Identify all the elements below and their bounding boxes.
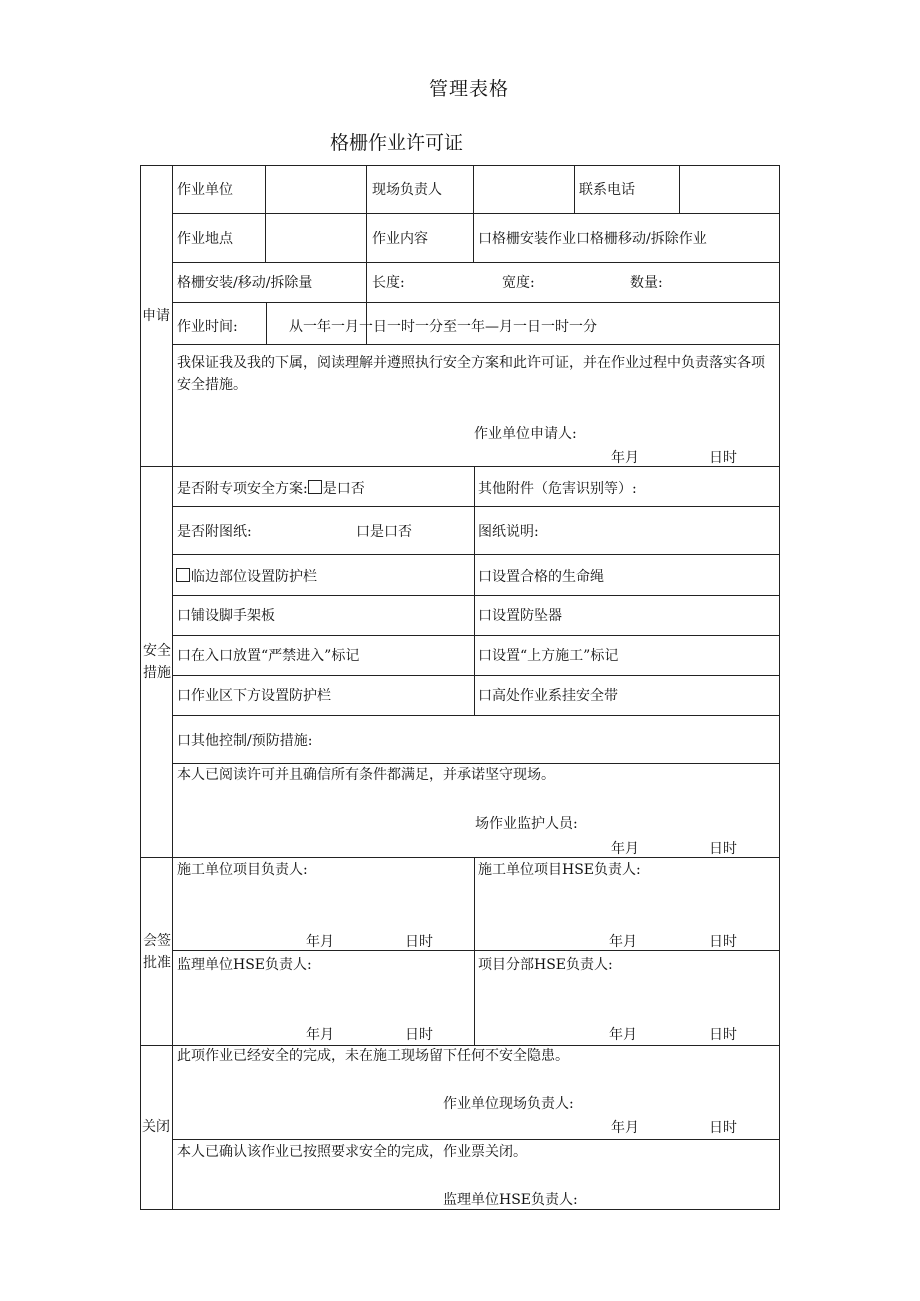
checkbox-icon[interactable] bbox=[308, 480, 322, 494]
section-divider bbox=[140, 1045, 780, 1046]
edge-guard-label: 临边部位设置防护栏 bbox=[191, 569, 317, 585]
frame-top bbox=[140, 165, 780, 166]
row-line bbox=[172, 1139, 780, 1140]
branch-hse-label: 项目分部HSE负责人: bbox=[478, 957, 613, 973]
no-entry-sign-item[interactable]: 口在入口放置“严禁进入”标记 bbox=[177, 648, 360, 664]
col-line bbox=[473, 165, 474, 263]
row-line bbox=[172, 262, 780, 263]
date-hour: 日时 bbox=[709, 1027, 737, 1043]
scaffold-item[interactable]: 口铺设脚手架板 bbox=[177, 608, 275, 624]
work-content-label: 作业内容 bbox=[372, 231, 428, 247]
col-line bbox=[474, 466, 475, 716]
col-line bbox=[266, 302, 267, 344]
monitor-confirmation: 本人已阅读许可并且确信所有条件都满足，并承诺坚守现场。 bbox=[177, 767, 555, 783]
col-line bbox=[574, 165, 575, 214]
row-line bbox=[172, 675, 780, 676]
col-line bbox=[265, 165, 266, 263]
site-manager-label: 现场负责人 bbox=[372, 182, 442, 198]
row-line bbox=[172, 213, 780, 214]
row-line bbox=[172, 950, 780, 951]
phone-label: 联系电话 bbox=[579, 182, 635, 198]
below-guardrail-item[interactable]: 口作业区下方设置防护栏 bbox=[177, 688, 331, 704]
lifeline-item[interactable]: 口设置合格的生命绳 bbox=[478, 569, 604, 585]
row-line bbox=[172, 715, 780, 716]
row-line bbox=[172, 344, 780, 345]
drawing-options[interactable]: 口是口否 bbox=[356, 524, 412, 540]
fall-arrester-item[interactable]: 口设置防坠器 bbox=[478, 608, 562, 624]
row-line bbox=[172, 302, 780, 303]
quantity-label: 格栅安装/移动/拆除量 bbox=[177, 275, 313, 291]
date-month: 年月 bbox=[306, 934, 334, 950]
section-column-divider bbox=[172, 165, 173, 1210]
work-time-label: 作业时间: bbox=[177, 319, 238, 335]
col-line bbox=[474, 857, 475, 1045]
date-hour: 日时 bbox=[405, 934, 433, 950]
applicant-signature-label: 作业单位申请人: bbox=[474, 426, 577, 442]
row-line bbox=[172, 763, 780, 764]
work-unit-label: 作业单位 bbox=[177, 182, 233, 198]
site-manager-signature-label: 作业单位现场负责人: bbox=[443, 1096, 574, 1112]
safety-plan-question bbox=[177, 480, 365, 498]
section-label-signoff: 会签批准 bbox=[143, 933, 171, 971]
contractor-hse-label: 施工单位项目HSE负责人: bbox=[478, 862, 641, 878]
drawing-question: 是否附图纸: bbox=[177, 524, 252, 540]
work-location-label: 作业地点 bbox=[177, 231, 233, 247]
supervisor-hse-signature-label: 监理单位HSE负责人: bbox=[443, 1192, 578, 1208]
section-divider bbox=[140, 857, 780, 858]
monitor-signature-label: 场作业监护人员: bbox=[475, 816, 578, 832]
drawing-description-label: 图纸说明: bbox=[478, 524, 539, 540]
contractor-pm-label: 施工单位项目负责人: bbox=[177, 862, 308, 878]
date-month: 年月 bbox=[609, 1027, 637, 1043]
frame-right bbox=[779, 165, 780, 1210]
other-controls-item[interactable]: 口其他控制/预防措施: bbox=[177, 733, 313, 749]
width-label: 宽度: bbox=[502, 275, 535, 291]
section-label-close: 关闭 bbox=[142, 1119, 170, 1135]
date-month: 年月 bbox=[611, 1120, 639, 1136]
row-line bbox=[172, 506, 780, 507]
date-month: 年月 bbox=[306, 1027, 334, 1043]
work-content-options[interactable]: 口格栅安装作业口格栅移动/拆除作业 bbox=[478, 231, 707, 247]
date-month: 年月 bbox=[611, 450, 639, 466]
date-hour: 日时 bbox=[405, 1027, 433, 1043]
row-line bbox=[172, 635, 780, 636]
date-hour: 日时 bbox=[709, 934, 737, 950]
checkbox-icon[interactable] bbox=[176, 568, 190, 582]
section-divider bbox=[140, 466, 780, 467]
form-title: 格栅作业许可证 bbox=[330, 132, 464, 154]
date-hour: 日时 bbox=[709, 450, 737, 466]
closure-confirmation: 本人已确认该作业已按照要求安全的完成，作业票关闭。 bbox=[177, 1144, 527, 1160]
length-label: 长度: bbox=[372, 275, 405, 291]
supervisor-hse-label: 监理单位HSE负责人: bbox=[177, 957, 312, 973]
date-hour: 日时 bbox=[709, 1120, 737, 1136]
work-time-value: 从一年一月一日一时一分至一年—月一日一时一分 bbox=[289, 319, 597, 335]
row-line bbox=[172, 595, 780, 596]
col-line bbox=[679, 165, 680, 214]
section-label-apply: 申请 bbox=[142, 308, 170, 324]
frame-bottom bbox=[140, 1209, 780, 1210]
completion-statement: 此项作业已经安全的完成，未在施工现场留下任何不安全隐患。 bbox=[177, 1048, 569, 1064]
safety-plan-label: 是否附专项安全方案: bbox=[177, 481, 308, 497]
edge-guard-item[interactable] bbox=[176, 568, 317, 586]
date-month: 年月 bbox=[611, 841, 639, 857]
other-attachments-label: 其他附件（危害识别等）: bbox=[478, 481, 637, 497]
safety-harness-item[interactable]: 口高处作业系挂安全带 bbox=[478, 688, 618, 704]
count-label: 数量: bbox=[630, 275, 663, 291]
overhead-work-sign-item[interactable]: 口设置“上方施工”标记 bbox=[478, 648, 619, 664]
section-label-safety: 安全措施 bbox=[143, 643, 171, 681]
date-hour: 日时 bbox=[709, 841, 737, 857]
row-line bbox=[172, 554, 780, 555]
applicant-pledge: 我保证我及我的下属，阅读理解并遵照执行安全方案和此许可证，并在作业过程中负责落实各项安全措施。 bbox=[177, 355, 765, 393]
date-month: 年月 bbox=[609, 934, 637, 950]
safety-plan-options[interactable]: 是口否 bbox=[322, 481, 365, 497]
document-header: 管理表格 bbox=[428, 78, 509, 100]
